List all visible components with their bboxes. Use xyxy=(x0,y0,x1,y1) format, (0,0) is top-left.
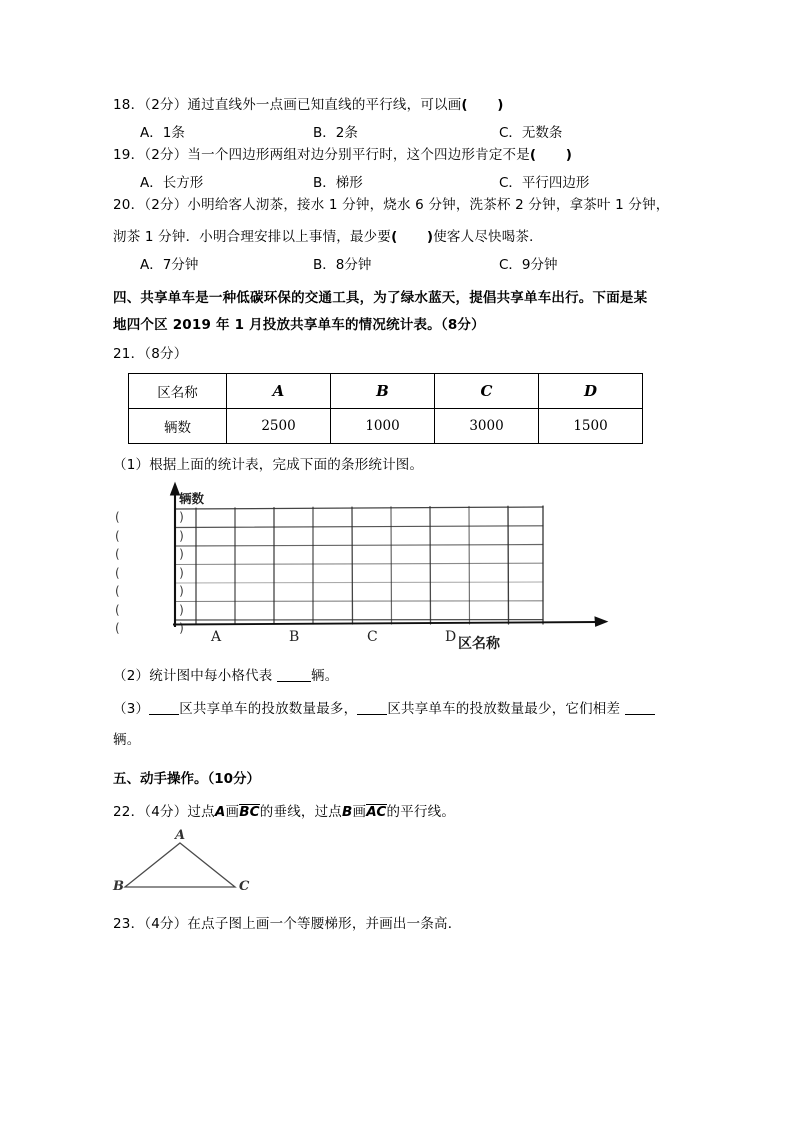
table-row-counts xyxy=(129,409,643,444)
section-five-heading: 五、动手操作。（10分） xyxy=(113,771,261,787)
question-18-stem xyxy=(113,95,683,115)
question-22-suffix: 的平行线。 xyxy=(386,804,456,820)
question-21-sub-2-after: 辆。 xyxy=(311,668,339,684)
question-18 xyxy=(113,95,683,145)
triangle-svg xyxy=(113,828,413,908)
question-19-answer-paren[interactable]: ( ) xyxy=(529,147,573,163)
scale-placeholder-6[interactable]: ( ) xyxy=(115,621,196,635)
question-21-sub-3-part-2: 区共享单车的投放数量最多， xyxy=(179,701,358,717)
question-22-prefix: 22．（4分）过点 xyxy=(113,804,215,820)
question-20-options xyxy=(113,247,683,277)
question-20-option-c[interactable]: C．9分钟 xyxy=(499,257,558,273)
table-cell-district-d: D xyxy=(539,374,643,409)
section-four-heading-line-2: 地四个区 2019 年 1 月投放共享单车的情况统计表。（8分） xyxy=(113,317,485,333)
table-row-district-names xyxy=(129,374,643,409)
question-21-sub-3-part-4: 辆。 xyxy=(113,732,141,748)
question-21-sub-3-prefix: （3） xyxy=(113,701,150,717)
triangle-vertex-label-b: B xyxy=(113,879,124,894)
question-19-option-a[interactable]: A．长方形 xyxy=(140,175,204,191)
triangle-vertex-label-c: C xyxy=(239,879,250,894)
table-cell-count-b: 1000 xyxy=(331,409,435,444)
answer-blank-unit-value[interactable] xyxy=(277,668,311,682)
question-18-option-b[interactable]: B．2条 xyxy=(313,125,358,141)
table-cell-district-b: B xyxy=(331,374,435,409)
answer-blank-most-district[interactable] xyxy=(149,701,179,715)
answer-blank-difference[interactable] xyxy=(625,701,655,715)
scale-placeholder-1[interactable]: ( ) xyxy=(115,528,196,543)
question-19 xyxy=(113,145,683,195)
question-20-stem-line-2 xyxy=(113,227,683,247)
question-18-answer-paren[interactable]: ( ) xyxy=(461,97,504,113)
question-22-mid-3: 画 xyxy=(352,804,367,820)
question-19-option-b[interactable]: B．梯形 xyxy=(313,175,363,191)
chart-tick-label-b: B xyxy=(289,629,300,645)
question-20-stem-line-1: 20．（2分）小明给客人沏茶，接水 1 分钟，烧水 6 分钟，洗茶杯 2 分钟，拿茶叶 1 分钟， xyxy=(113,197,670,213)
question-22-segment-ac: AC xyxy=(366,804,387,820)
chart-tick-label-c: C xyxy=(367,629,378,645)
exam-content xyxy=(113,95,683,934)
table-cell-district-c: C xyxy=(435,374,539,409)
chart-x-axis-label: 区名称 xyxy=(458,636,500,652)
question-20-stem-line-2-after: 使客人尽快喝茶． xyxy=(433,229,543,245)
table-cell-count-a: 2500 xyxy=(227,409,331,444)
question-20 xyxy=(113,195,683,277)
question-21-sub-2 xyxy=(113,666,683,686)
scale-placeholder-2[interactable]: ( ) xyxy=(115,547,196,561)
x-axis xyxy=(173,617,607,626)
triangle-figure xyxy=(113,828,683,908)
table-cell-count-c: 3000 xyxy=(435,409,539,444)
statistics-table-wrapper xyxy=(128,373,683,444)
table-cell-district-a: A xyxy=(227,374,331,409)
question-20-stem-line-2-before: 沏茶 1 分钟．小明合理安排以上事情，最少要 xyxy=(113,229,392,245)
question-20-option-a[interactable]: A．7分钟 xyxy=(140,257,199,273)
question-21-label: 21．（8分） xyxy=(113,346,188,362)
chart-tick-label-d: D xyxy=(445,629,457,645)
section-four-heading-line-1: 四、共享单车是一种低碳环保的交通工具，为了绿水蓝天，提倡共享单车出行。下面是某 xyxy=(113,290,648,306)
question-21-sub-1: （1）根据上面的统计表，完成下面的条形统计图。 xyxy=(113,457,424,473)
triangle-vertex-label-a: A xyxy=(175,828,186,843)
question-19-stem-text: 19．（2分）当一个四边形两组对边分别平行时，这个四边形肯定不是 xyxy=(113,147,530,163)
scale-placeholder-0[interactable]: ( ) xyxy=(115,510,196,524)
question-23-stem: 23．（4分）在点子图上画一个等腰梯形，并画出一条高． xyxy=(113,916,462,932)
question-19-option-c[interactable]: C．平行四边形 xyxy=(499,175,590,191)
question-18-stem-text: 18．（2分）通过直线外一点画已知直线的平行线，可以画 xyxy=(113,97,462,113)
question-22-mid-2: 的垂线，过点 xyxy=(259,804,342,820)
section-four-heading xyxy=(113,285,683,339)
question-21-sub-2-before: （2）统计图中每小格代表 xyxy=(113,668,273,684)
question-22-point-a: A xyxy=(214,804,226,820)
chart-tick-label-a: A xyxy=(211,629,222,645)
question-22-point-b: B xyxy=(342,804,353,820)
question-19-options xyxy=(113,165,683,195)
scale-placeholder-4[interactable]: ( ) xyxy=(115,584,196,598)
table-header-district: 区名称 xyxy=(129,374,227,409)
question-18-option-c[interactable]: C．无数条 xyxy=(499,125,563,141)
question-19-stem xyxy=(113,145,683,165)
question-21-sub-3 xyxy=(113,699,683,719)
question-18-options xyxy=(113,115,683,145)
question-18-option-a[interactable]: A．1条 xyxy=(140,125,185,141)
question-20-option-b[interactable]: B．8分钟 xyxy=(313,257,372,273)
question-22-stem xyxy=(113,802,683,822)
chart-y-axis-label: 辆数 xyxy=(179,491,205,506)
scale-placeholder-3[interactable]: ( ) xyxy=(115,565,196,580)
question-21-sub-3-part-3: 区共享单车的投放数量最少，它们相差 xyxy=(387,701,621,717)
question-22-mid-1: 画 xyxy=(225,804,240,820)
answer-blank-least-district[interactable] xyxy=(357,701,387,715)
bar-chart-grid[interactable] xyxy=(113,479,683,664)
question-22-segment-bc: BC xyxy=(239,804,260,820)
table-header-count: 辆数 xyxy=(129,409,227,444)
statistics-table xyxy=(128,373,643,444)
table-cell-count-d: 1500 xyxy=(539,409,643,444)
scale-placeholder-5[interactable]: ( ) xyxy=(115,602,196,617)
question-20-answer-paren[interactable]: ( ) xyxy=(391,229,434,245)
